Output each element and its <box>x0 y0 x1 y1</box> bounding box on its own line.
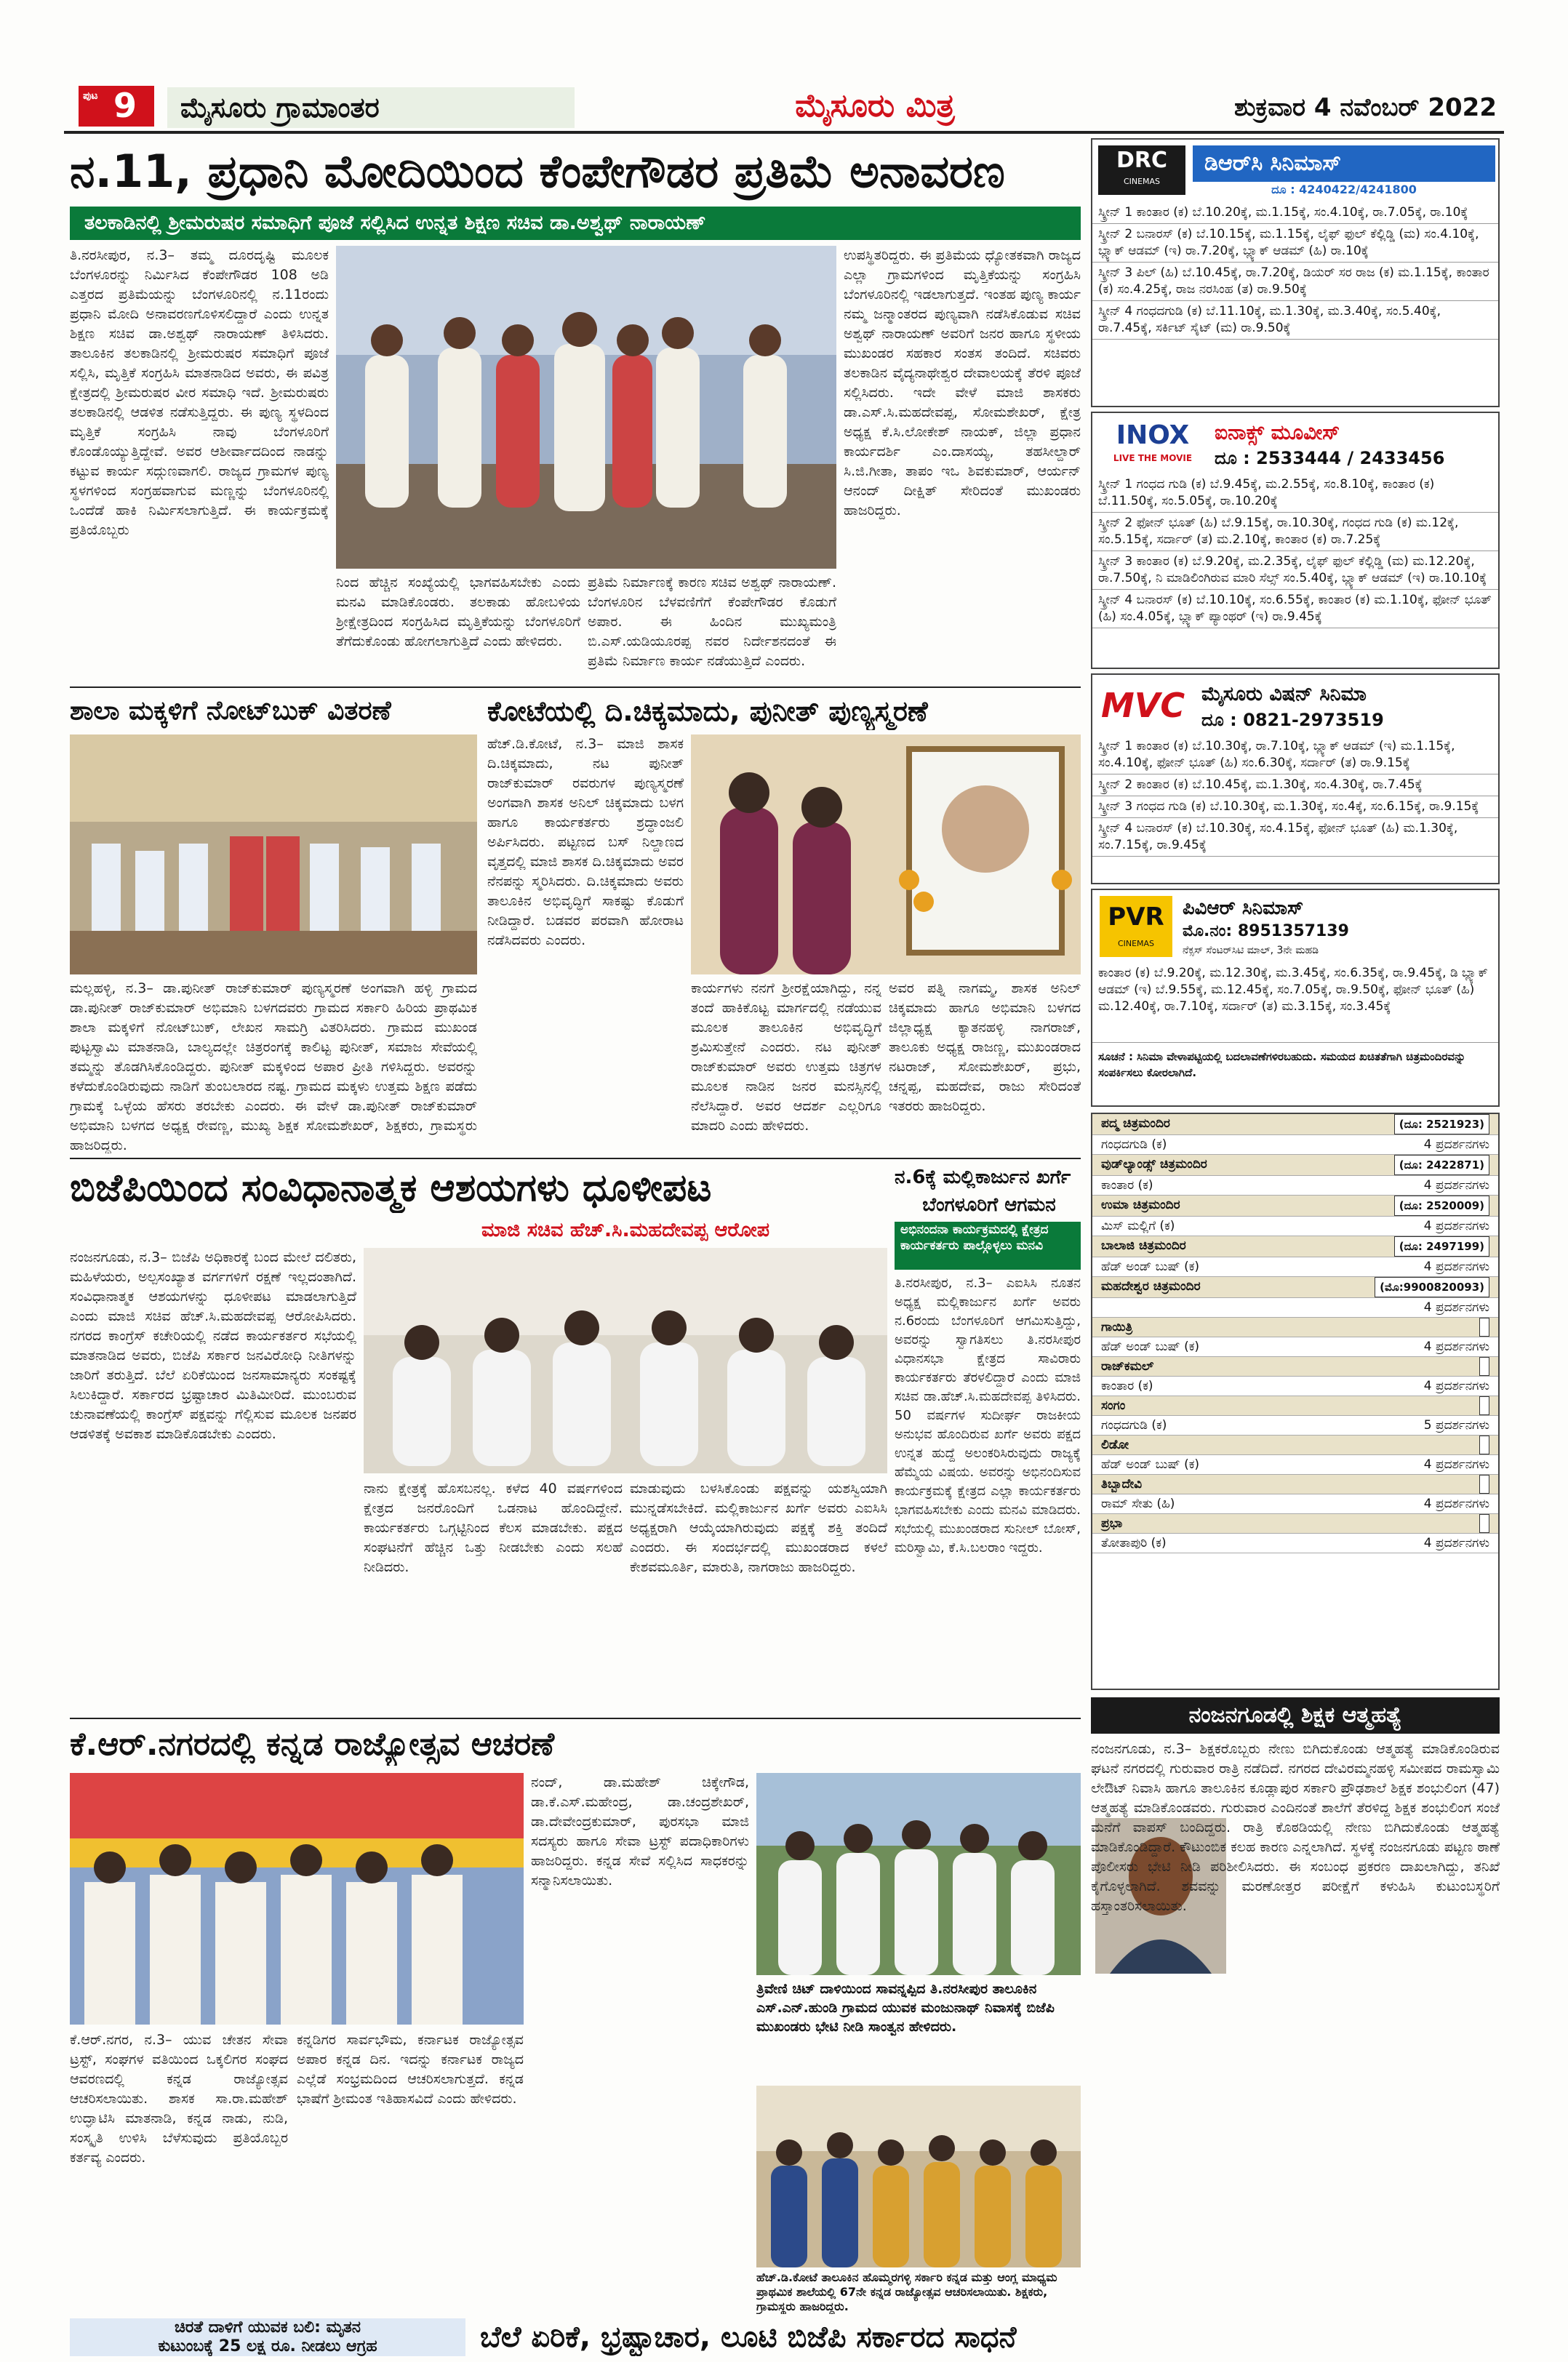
theatre-show-row: ಗಂಧದಗುಡಿ (ಕ) 4 ಪ್ರದರ್ಶನಗಳು <box>1092 1135 1498 1155</box>
theatre-show-row: ಮಿಸ್ ಮಲ್ಲಿಗೆ (ಕ) 4 ಪ್ರದರ್ಶನಗಳು <box>1092 1217 1498 1236</box>
mvc-logo: MVC <box>1101 686 1185 725</box>
inox-title: ಐನಾಕ್ಸ್ ಮೂವೀಸ್ <box>1215 420 1340 444</box>
pvr-logo <box>1100 896 1172 957</box>
inox-row: ಸ್ಕ್ರೀನ್ 3 ಕಾಂತಾರ (ಕ) ಬೆ.9.20ಕ್ಕೆ, ಮ.2.35ಕ್ಕೆ, ಲೈಫ್ ಫುಲ್ ಕೆಲ್ಲಿಡ್ಡಿ (ಮ) ಮ.12.20ಕ್ಕೆ, ರಾ.7.50ಕ್ಕೆ, ನಿ ಮಾಡಿಲಿಂಗಿರುವ ಮಾರಿ ಸೆಲ್ಸ್ ಸಂ.5.40ಕ್ಕೆ, ಬ್ಲ್ಯಾಕ್ ಆಡಮ್ (ಇ) ರಾ.10.10ಕ್ಕೆ <box>1092 551 1498 590</box>
theatre-name-row: ಬಾಲಾಜಿ ಚಿತ್ರಮಂದಿರ (ದೂ: 2497199) <box>1092 1236 1498 1257</box>
rajyotsava-col3: ನಂದ್, ಡಾ.ಮಹೇಶ್ ಚಿಕ್ಕೇಗೌಡ, ಡಾ.ಕೆ.ಎಸ್.ಮಹೇಂದ್ರ, ಡಾ.ಚಂದ್ರಶೇಖರ್, ಡಾ.ದೇವೇಂದ್ರಕುಮಾರ್, ಪುರಸಭಾ ಮಾಜಿ ಸದಸ್ಯರು ಹಾಗೂ ಸೇವಾ ಟ್ರಸ್ಟ್ ಪದಾಧಿಕಾರಿಗಳು ಹಾಜರಿದ್ದರು. ಕನ್ನಡ ಸೇವೆ ಸಲ್ಲಿಸಿದ ಸಾಧಕರನ್ನು ಸನ್ಮಾನಿಸಲಾಯಿತು. <box>531 1774 749 1889</box>
mvc-row: ಸ್ಕ್ರೀನ್ 2 ಕಾಂತಾರ (ಕ) ಬೆ.10.45ಕ್ಕೆ, ಮ.1.30ಕ್ಕೆ, ಸಂ.4.30ಕ್ಕೆ, ರಾ.7.45ಕ್ಕೆ <box>1092 774 1498 796</box>
mvc-title: ಮೈಸೂರು ವಿಷನ್ ಸಿನಿಮಾ <box>1201 683 1367 705</box>
rajyotsava-photo-2 <box>756 1773 1081 1975</box>
drc-row: ಸ್ಕ್ರೀನ್ 1 ಕಾಂತಾರ (ಕ) ಬೆ.10.20ಕ್ಕೆ, ಮ.1.15ಕ್ಕೆ, ಸಂ.4.10ಕ್ಕೆ, ರಾ.7.05ಕ್ಕೆ, ರಾ.10ಕ್ಕೆ <box>1092 202 1498 224</box>
lead-col3: ನಿಂದ ಹೆಚ್ಚಿನ ಸಂಖ್ಯೆಯಲ್ಲಿ ಭಾಗವಹಿಸಬೇಕು ಎಂದು ಮನವಿ ಮಾಡಿಕೊಂಡರು. ತಲಕಾಡು ಹೋಬಳಿಯ ಶ್ರೀಕ್ಷೇತ್ರದಿಂದ ಸಂಗ್ರಹಿಸಿದ ಮೃತ್ತಿಕೆಯನ್ನು ಬೆಂಗಳೂರಿಗೆ ತೆಗೆದುಕೊಂಡು ಹೋಗಲಾಗುತ್ತಿದೆ ಎಂದು ಹೇಳಿದರು. <box>336 575 580 649</box>
lead-subhead: ತಲಕಾಡಿನಲ್ಲಿ ಶ್ರೀಮರುಷರ ಸಮಾಧಿಗೆ ಪೂಜೆ ಸಲ್ಲಿಸಿದ ಉನ್ನತ ಶಿಕ್ಷಣ ಸಚಿವ ಡಾ.ಅಶ್ವಥ್ ನಾರಾಯಣ್ <box>70 207 1081 240</box>
drc-rows <box>1092 202 1498 340</box>
drc-logo-sub: CINEMAS <box>1123 177 1161 186</box>
theatre-name-row: ಪದ್ಮ ಚಿತ್ರಮಂದಿರ (ದೂ: 2521923) <box>1092 1114 1498 1135</box>
drc-logo <box>1098 145 1185 195</box>
inox-logo <box>1098 419 1207 468</box>
lead-col4: ಪ್ರತಿಮೆ ನಿರ್ಮಾಣಕ್ಕೆ ಕಾರಣ ಸಚಿವ ಅಶ್ವಥ್ ನಾರಾಯಣ್. ಬೆಂಗಳೂರಿನ ಬೆಳವಣಿಗೆಗೆ ಕೆಂಪೇಗೌಡರ ಕೊಡುಗೆ ಅಪಾರ. ಈ ಹಿಂದಿನ ಮುಖ್ಯಮಂತ್ರಿ ಬಿ.ಎಸ್.ಯಡಿಯೂರಪ್ಪ ನವರ ನಿರ್ದೇಶನದಂತೆ ಈ ಪ್ರತಿಮೆ ನಿರ್ಮಾಣ ಕಾರ್ಯ ನಡೆಯುತ್ತಿದೆ ಎಂದರು. <box>588 575 836 669</box>
theatre-name-row: ಲಿಡೋ <box>1092 1436 1498 1455</box>
theatre-show-row: 4 ಪ್ರದರ್ಶನಗಳು <box>1092 1298 1498 1318</box>
lead-col2: ಉಪಸ್ಥಿತರಿದ್ದರು. ಈ ಪ್ರತಿಮೆಯ ಧ್ಯೋತಕವಾಗಿ ರಾಜ್ಯದ ಎಲ್ಲಾ ಗ್ರಾಮಗಳಿಂದ ಮೃತ್ತಿಕೆಯನ್ನು ಸಂಗ್ರಹಿಸಿ ಬೆಂಗಳೂರಿನಲ್ಲಿ ಇಡಲಾಗುತ್ತದೆ. ಇಂತಹ ಪುಣ್ಯ ಕಾರ್ಯ ನಮ್ಮ ಜನ್ಮಾಂತರದ ಪುಣ್ಯವಾಗಿ ನಡೆಸಿಕೊಡುವ ಸಚಿವ ಅಶ್ವಥ್ ನಾರಾಯಣ್ ಅವರಿಗೆ ಜನರ ಹಾಗೂ ಸ್ಥಳೀಯ ಮುಖಂಡರ ಸಹಕಾರ ಸಂತಸ ತಂದಿದೆ. ಸಚಿವರು ತಲಕಾಡಿನ ವೈದ್ಯನಾಥೇಶ್ವರ ದೇವಾಲಯಕ್ಕೆ ತೆರಳಿ ಪೂಜೆ ಸಲ್ಲಿಸಿದರು. ಇದೇ ವೇಳೆ ಮಾಜಿ ಶಾಸಕರು ಡಾ.ಎಸ್.ಸಿ.ಮಹದೇವಪ್ಪ, ಸೋಮಶೇಖರ್, ಕ್ಷೇತ್ರ ಅಧ್ಯಕ್ಷ ಕೆ.ಸಿ.ಲೋಕೇಶ್ ನಾಯಕ್, ಜಿಲ್ಲಾ ಪ್ರಧಾನ ಕಾರ್ಯದರ್ಶಿ ಎಂ.ದಾಸಯ್ಯ, ತಹಸೀಲ್ದಾರ್ ಸಿ.ಜಿ.ಗೀತಾ, ತಾಪಂ ಇಒ ಶಿವಕುಮಾರ್, ಆರ್ಯನ್ ಆನಂದ್ ದೀಕ್ಷಿತ್ ಸೇರಿದಂತೆ ಮುಖಂಡರು ಹಾಜರಿದ್ದರು. <box>844 247 1081 519</box>
theatre-name-row: ಗಾಯಿತ್ರಿ <box>1092 1318 1498 1337</box>
punith-col3: ಅವರ ಪತ್ನಿ ನಾಗಮ್ಮ, ಶಾಸಕ ಅನಿಲ್ ಚಿಕ್ಕಮಾದು ಹಾಗೂ ಅಭಿಮಾನಿ ಬಳಗದ ಜಿಲ್ಲಾಧ್ಯಕ್ಷ ಕ್ಯಾತನಹಳ್ಳಿ ನಾಗರಾಜ್, ತಾಲೂಕು ಅಧ್ಯಕ್ಷ ರಾಜಣ್ಣ, ಮುಖಂಡರಾದ ನಟರಾಜ್, ಸೋಮಶೇಖರ್, ಪ್ರಭು, ಚನ್ನಪ್ಪ, ಮಹದೇವ, ರಾಜು ಸೇರಿದಂತೆ ಇತರರು ಹಾಜರಿದ್ದರು. <box>889 980 1081 1114</box>
mvc-row: ಸ್ಕ್ರೀನ್ 3 ಗಂಧದ ಗುಡಿ (ಕ) ಬೆ.10.30ಕ್ಕೆ, ಮ.1.30ಕ್ಕೆ, ಸಂ.4ಕ್ಕೆ, ಸಂ.6.15ಕ್ಕೆ, ರಾ.9.15ಕ್ಕೆ <box>1092 796 1498 818</box>
theatre-name-row: ಉಮಾ ಚಿತ್ರಮಂದಿರ (ದೂ: 2520009) <box>1092 1196 1498 1217</box>
page-label: ಪುಟ <box>83 90 98 102</box>
lead-photo <box>336 246 836 569</box>
mvc-rows <box>1092 736 1498 857</box>
theatre-show-row: ಗಂಧದಗುಡಿ (ಕ) 5 ಪ್ರದರ್ಶನಗಳು <box>1092 1416 1498 1436</box>
compensation-headline-2: ಕುಟುಂಬಕ್ಕೆ 25 ಲಕ್ಷ ರೂ. ನೀಡಲು ಆಗ್ರಹ <box>158 2337 377 2355</box>
theatre-show-row: ಹೆಡ್ ಅಂಡ್ ಬುಷ್ (ಕ) 4 ಪ್ರದರ್ಶನಗಳು <box>1092 1257 1498 1277</box>
drc-row: ಸ್ಕ್ರೀನ್ 2 ಬನಾರಸ್ (ಕ) ಬೆ.10.15ಕ್ಕೆ, ಮ.1.15ಕ್ಕೆ, ಲೈಫ್ ಫುಲ್ ಕೆಲ್ಲಿಡ್ಡಿ (ಮ) ಸಂ.4.10ಕ್ಕೆ, ಬ್ಲ್ಯಾಕ್ ಆಡಮ್ (ಇ) ರಾ.7.20ಕ್ಕೆ, ಬ್ಲ್ಯಾಕ್ ಆಡಮ್ (ಹಿ) ರಾ.10ಕ್ಕೆ <box>1092 224 1498 263</box>
drc-row: ಸ್ಕ್ರೀನ್ 4 ಗಂಧದಗುಡಿ (ಕ) ಬೆ.11.10ಕ್ಕೆ, ಮ.1.30ಕ್ಕೆ, ಮ.3.40ಕ್ಕೆ, ಸಂ.5.40ಕ್ಕೆ, ರಾ.7.45ಕ್ಕೆ, ಸರ್ಕಿಟ್ ಸೈಟ್ (ಮ) ರಾ.9.50ಕ್ಕೆ <box>1092 301 1498 340</box>
inox-rows <box>1092 474 1498 628</box>
theatre-show-row: ಕಾಂತಾರ (ಕ) 4 ಪ್ರದರ್ಶನಗಳು <box>1092 1176 1498 1196</box>
drc-logo-text: DRC <box>1116 148 1168 173</box>
compensation-headline-1: ಚಿರತೆ ದಾಳಿಗೆ ಯುವಕ ಬಲಿ: ಮೃತನ <box>174 2318 361 2337</box>
bjp-col1: ನಂಜನಗೂಡು, ನ.3– ಬಿಜೆಪಿ ಅಧಿಕಾರಕ್ಕೆ ಬಂದ ಮೇಲೆ ದಲಿತರು, ಮಹಿಳೆಯರು, ಅಲ್ಪಸಂಖ್ಯಾತ ವರ್ಗಗಳಿಗೆ ರಕ್ಷಣೆ ಇಲ್ಲದಂತಾಗಿದೆ. ಸಂವಿಧಾನಾತ್ಮಕ ಆಶಯಗಳನ್ನು ಧೂಳೀಪಟ ಮಾಡಲಾಗುತ್ತಿದೆ ಎಂದು ಮಾಜಿ ಸಚಿವ ಹೆಚ್.ಸಿ.ಮಹದೇವಪ್ಪ ಆರೋಪಿಸಿದರು. ನಗರದ ಕಾಂಗ್ರೆಸ್ ಕಚೇರಿಯಲ್ಲಿ ನಡೆದ ಕಾರ್ಯಕರ್ತರ ಸಭೆಯಲ್ಲಿ ಮಾತನಾಡಿದ ಅವರು, ಬಿಜೆಪಿ ಸರ್ಕಾರ ಜನವಿರೋಧಿ ನೀತಿಗಳನ್ನು ಜಾರಿಗೆ ತರುತ್ತಿದೆ. ಬೆಲೆ ಏರಿಕೆಯಿಂದ ಜನಸಾಮಾನ್ಯರು ಸಂಕಷ್ಟಕ್ಕೆ ಸಿಲುಕಿದ್ದಾರೆ. ಸರ್ಕಾರದ ಭ್ರಷ್ಟಾಚಾರ ಮಿತಿಮೀರಿದೆ. ಮುಂಬರುವ ಚುನಾವಣೆಯಲ್ಲಿ ಕಾಂಗ್ರೆಸ್ ಪಕ್ಷವನ್ನು ಗೆಲ್ಲಿಸುವ ಮೂಲಕ ಜನಪರ ಆಡಳಿತಕ್ಕೆ ಅವಕಾಶ ಮಾಡಿಕೊಡಬೇಕು ಎಂದರು. <box>70 1249 356 1442</box>
notebook-photo <box>70 734 477 974</box>
theatre-table <box>1091 1113 1500 1690</box>
pvr-logo-text: PVR <box>1108 902 1164 932</box>
mvc-row: ಸ್ಕ್ರೀನ್ 1 ಕಾಂತಾರ (ಕ) ಬೆ.10.30ಕ್ಕೆ, ರಾ.7.10ಕ್ಕೆ, ಬ್ಲ್ಯಾಕ್ ಆಡಮ್ (ಇ) ಮ.1.15ಕ್ಕೆ, ಸಂ.4.10ಕ್ಕೆ, ಫೋನ್ ಭೂತ್ (ಹಿ) ಸಂ.6.30ಕ್ಕೆ, ಸರ್ದಾರ್ (ತ) ರಾ.9.15ಕ್ಕೆ <box>1092 736 1498 774</box>
inox-row: ಸ್ಕ್ರೀನ್ 4 ಬನಾರಸ್ (ಕ) ಬೆ.10.10ಕ್ಕೆ, ಸಂ.6.55ಕ್ಕೆ, ಕಾಂತಾರ (ಕ) ಮ.1.10ಕ್ಕೆ, ಫೋನ್ ಭೂತ್ (ಹಿ) ಸಂ.4.05ಕ್ಕೆ, ಬ್ಲ್ಯಾಕ್ ಪ್ಯಾಂಥರ್ (ಇ) ರಾ.9.45ಕ್ಕೆ <box>1092 590 1498 628</box>
inox-phone: ದೂ : 2533444 / 2433456 <box>1215 448 1445 468</box>
theatre-name-row: ತಿಬ್ಬಾದೇವಿ <box>1092 1475 1498 1494</box>
inox-logo-sub: LIVE THE MOVIE <box>1113 453 1193 463</box>
inox-row: ಸ್ಕ್ರೀನ್ 1 ಗಂಧದ ಗುಡಿ (ಕ) ಬೆ.9.45ಕ್ಕೆ, ಮ.2.55ಕ್ಕೆ, ಸಂ.8.10ಕ್ಕೆ, ಕಾಂತಾರ (ಕ) ಬೆ.11.50ಕ್ಕೆ, ಸಂ.5.05ಕ್ಕೆ, ರಾ.10.20ಕ್ಕೆ <box>1092 474 1498 513</box>
drc-row: ಸ್ಕ್ರೀನ್ 3 ಪಿಲ್ (ಹಿ) ಬೆ.10.45ಕ್ಕೆ, ರಾ.7.20ಕ್ಕೆ, ಡಿಯರ್ ಸರ ರಾಜ (ಕ) ಮ.1.15ಕ್ಕೆ, ಕಾಂತಾರ (ಕ) ಸಂ.4.25ಕ್ಕೆ, ರಾಜ ನರಸಿಂಹ (ತ) ರಾ.9.50ಕ್ಕೆ <box>1092 263 1498 301</box>
punith-headline: ಕೋಟೆಯಲ್ಲಿ ದಿ.ಚಿಕ್ಕಮಾದು, ಪುನೀತ್ ಪುಣ್ಯಸ್ಮರಣೆ <box>487 695 928 727</box>
page-number: 9 <box>113 86 137 125</box>
inox-row: ಸ್ಕ್ರೀನ್ 2 ಫೋನ್ ಭೂತ್ (ಹಿ) ಬೆ.9.15ಕ್ಕೆ, ರಾ.10.30ಕ್ಕೆ, ಗಂಧದ ಗುಡಿ (ಕ) ಮ.12ಕ್ಕೆ, ಸಂ.5.15ಕ್ಕೆ, ಸರ್ದಾರ್ (ತ) ಮ.2.10ಕ್ಕೆ, ಕಾಂತಾರ (ಕ) ರಾ.7.25ಕ್ಕೆ <box>1092 513 1498 551</box>
bjp-col3: ಮಾಡುವುದು ಬಳಸಿಕೊಂಡು ಪಕ್ಷವನ್ನು ಯಶಸ್ವಿಯಾಗಿ ಮುನ್ನಡೆಸಬೇಕಿದೆ. ಮಲ್ಲಿಕಾರ್ಜುನ ಖರ್ಗೆ ಅವರು ಎಐಸಿಸಿ ಅಧ್ಯಕ್ಷರಾಗಿ ಆಯ್ಕೆಯಾಗಿರುವುದು ಪಕ್ಷಕ್ಕೆ ಶಕ್ತಿ ತಂದಿದೆ ಎಂದರು. ಈ ಸಂದರ್ಭದಲ್ಲಿ ಮುಖಂಡರಾದ ಕಳಲೆ ಕೇಶವಮೂರ್ತಿ, ಮಾರುತಿ, ನಾಗರಾಜು ಹಾಜರಿದ್ದರು. <box>630 1481 887 1575</box>
theatre-name-row: ವುಡ್‌ಲ್ಯಾಂಡ್ಸ್ ಚಿತ್ರಮಂದಿರ (ದೂ: 2422871) <box>1092 1155 1498 1176</box>
mvc-listing <box>1091 673 1500 884</box>
pvr-listing <box>1091 889 1500 1107</box>
drc-phone: ದೂ : 4240422/4241800 <box>1271 183 1417 196</box>
pvr-row: ಕಾಂತಾರ (ಕ) ಬೆ.9.20ಕ್ಕೆ, ಮ.12.30ಕ್ಕೆ, ಮ.3.45ಕ್ಕೆ, ಸಂ.6.35ಕ್ಕೆ, ರಾ.9.45ಕ್ಕೆ, ಡಿ ಬ್ಲ್ಯಾಕ್ ಆಡಮ್ (ಇ) ಬೆ.9.55ಕ್ಕೆ, ಮ.12.45ಕ್ಕೆ, ಸಂ.7.05ಕ್ಕೆ, ರಾ.9.50ಕ್ಕೆ, ಫೋನ್ ಭೂತ್ (ಹಿ) ಮ.12.40ಕ್ಕೆ, ರಾ.7.10ಕ್ಕೆ, ಸರ್ದಾರ್ (ತ) ಮ.3.15ಕ್ಕೆ, ಸಂ.3.45ಕ್ಕೆ <box>1092 963 1498 1043</box>
page-date: ಶುಕ್ರವಾರ 4 ನವೆಂಬರ್ 2022 <box>1234 93 1497 122</box>
punith-photo <box>691 734 1081 974</box>
bjp-photo <box>364 1248 887 1473</box>
notebook-body: ಮಲ್ಲಹಳ್ಳಿ, ನ.3– ಡಾ.ಪುನೀತ್ ರಾಜ್‌ಕುಮಾರ್ ಪುಣ್ಯಸ್ಮರಣೆ ಅಂಗವಾಗಿ ಹಳ್ಳಿ ಗ್ರಾಮದ ಡಾ.ಪುನೀತ್ ರಾಜ್‌ಕುಮಾರ್ ಅಭಿಮಾನಿ ಬಳಗದವರು ಗ್ರಾಮದ ಸರ್ಕಾರಿ ಹಿರಿಯ ಪ್ರಾಥಮಿಕ ಶಾಲಾ ಮಕ್ಕಳಿಗೆ ನೋಟ್‌ಬುಕ್, ಲೇಖನ ಸಾಮಗ್ರಿ ವಿತರಿಸಿದರು. ಗ್ರಾಮದ ಮುಖಂಡ ಪುಟ್ಟಸ್ವಾಮಿ ಮಾತನಾಡಿ, ಬಾಲ್ಯದಲ್ಲೇ ಚಿತ್ರರಂಗಕ್ಕೆ ಕಾಲಿಟ್ಟ ಪುನೀತ್, ಸಮಾಜ ಸೇವೆಯಲ್ಲಿ ತಮ್ಮನ್ನು ತೊಡಗಿಸಿಕೊಂಡಿದ್ದರು. ಪುನೀತ್ ಮಕ್ಕಳಿಂದ ಅಪಾರ ಪ್ರೀತಿ ಗಳಿಸಿದ್ದರು. ಅವರನ್ನು ಕಳೆದುಕೊಂಡಿರುವುದು ನಾಡಿಗೆ ತುಂಬಲಾರದ ನಷ್ಟ. ಗ್ರಾಮದ ಮಕ್ಕಳು ಉತ್ತಮ ಶಿಕ್ಷಣ ಪಡೆದು ಗ್ರಾಮಕ್ಕೆ ಒಳ್ಳೆಯ ಹೆಸರು ತರಬೇಕು ಎಂದರು. ಈ ವೇಳೆ ಡಾ.ಪುನೀತ್ ರಾಜ್‌ಕುಮಾರ್ ಅಭಿಮಾನಿ ಬಳಗದ ಅಧ್ಯಕ್ಷ ರೇವಣ್ಣ, ಮುಖ್ಯ ಶಿಕ್ಷಕ ಸೋಮಶೇಖರ್, ಶಿಕ್ಷಕರು, ಗ್ರಾಮಸ್ಥರು ಹಾಜರಿದ್ದರು. <box>70 980 477 1153</box>
rajyotsava-photo <box>70 1773 524 2025</box>
teacher-headline: ನಂಜನಗೂಡಲ್ಲಿ ಶಿಕ್ಷಕ ಆತ್ಮಹತ್ಯೆ <box>1091 1697 1500 1734</box>
kharge-body: ತಿ.ನರಸೀಪುರ, ನ.3– ಎಐಸಿಸಿ ನೂತನ ಅಧ್ಯಕ್ಷ ಮಲ್ಲಿಕಾರ್ಜುನ ಖರ್ಗೆ ಅವರು ನ.6ರಂದು ಬೆಂಗಳೂರಿಗೆ ಆಗಮಿಸುತ್ತಿದ್ದು, ಅವರನ್ನು ಸ್ವಾಗತಿಸಲು ತಿ.ನರಸೀಪುರ ವಿಧಾನಸಭಾ ಕ್ಷೇತ್ರದ ಸಾವಿರಾರು ಕಾರ್ಯಕರ್ತರು ತೆರಳಲಿದ್ದಾರೆ ಎಂದು ಮಾಜಿ ಸಚಿವ ಡಾ.ಹೆಚ್.ಸಿ.ಮಹದೇವಪ್ಪ ತಿಳಿಸಿದರು. 50 ವರ್ಷಗಳ ಸುದೀರ್ಘ ರಾಜಕೀಯ ಅನುಭವ ಹೊಂದಿರುವ ಖರ್ಗೆ ಅವರು ಪಕ್ಷದ ಉನ್ನತ ಹುದ್ದೆ ಅಲಂಕರಿಸಿರುವುದು ರಾಜ್ಯಕ್ಕೆ ಹೆಮ್ಮೆಯ ವಿಷಯ. ಅವರನ್ನು ಅಭಿನಂದಿಸುವ ಕಾರ್ಯಕ್ರಮಕ್ಕೆ ಕ್ಷೇತ್ರದ ಎಲ್ಲಾ ಕಾರ್ಯಕರ್ತರು ಭಾಗವಹಿಸಬೇಕು ಎಂದು ಮನವಿ ಮಾಡಿದರು. ಸಭೆಯಲ್ಲಿ ಮುಖಂಡರಾದ ಸುನೀಲ್ ಬೋಸ್, ಮರಿಸ್ವಾಮಿ, ಕೆ.ಸಿ.ಬಲರಾಂ ಇದ್ದರು. <box>895 1276 1081 1556</box>
mvc-phone: ದೂ : 0821-2973519 <box>1201 710 1384 730</box>
pvr-logo-sub: CINEMAS <box>1117 939 1155 948</box>
bjp-subhead: ಮಾಜಿ ಸಚಿವ ಹೆಚ್.ಸಿ.ಮಹದೇವಪ್ಪ ಆರೋಪ <box>481 1219 770 1241</box>
pvr-address: ನೆಕ್ಸಸ್ ಸೆಂಟರ್‌ಸಿಟಿ ಮಾಲ್, 3ನೇ ಮಹಡಿ <box>1183 945 1319 956</box>
paper-logo: ಮೈಸೂರು ಮಿತ್ರ <box>795 87 955 124</box>
page-number-box <box>79 86 154 127</box>
rajyotsava-col2: ಕನ್ನಡಿಗರ ಸಾರ್ವಭೌಮ, ಕರ್ನಾಟಕ ರಾಜ್ಯೋತ್ಸವ ಅಪಾರ ಕನ್ನಡ ದಿನ. ಇದನ್ನು ಕರ್ನಾಟಕ ರಾಜ್ಯದ ಎಲ್ಲೆಡೆ ಸಂಭ್ರಮದಿಂದ ಆಚರಿಸಲಾಗುತ್ತದೆ. ಕನ್ನಡ ಭಾಷೆಗೆ ಶ್ರೀಮಂತ ಇತಿಹಾಸವಿದೆ ಎಂದು ಹೇಳಿದರು. <box>297 2032 524 2107</box>
kharge-headline-2: ಬೆಂಗಳೂರಿಗೆ ಆಗಮನ <box>922 1194 1056 1216</box>
lead-col1: ತಿ.ನರಸೀಪುರ, ನ.3– ತಮ್ಮ ದೂರದೃಷ್ಟಿ ಮೂಲಕ ಬೆಂಗಳೂರನ್ನು ನಿರ್ಮಿಸಿದ ಕೆಂಪೇಗೌಡರ 108 ಅಡಿ ಎತ್ತರದ ಪ್ರತಿಮೆಯನ್ನು ಬೆಂಗಳೂರಿನಲ್ಲಿ ನ.11ರಂದು ಪ್ರಧಾನಿ ಮೋದಿ ಅನಾವರಣಗೊಳಿಸಲಿದ್ದಾರೆ ಎಂದು ಉನ್ನತ ಶಿಕ್ಷಣ ಸಚಿವ ಡಾ.ಅಶ್ವಥ್ ನಾರಾಯಣ್ ತಿಳಿಸಿದರು. ತಾಲೂಕಿನ ತಲಕಾಡಿನಲ್ಲಿ ಶ್ರೀಮರುಷರ ಸಮಾಧಿಗೆ ಪೂಜೆ ಸಲ್ಲಿಸಿ, ಮೃತ್ತಿಕೆ ಸಂಗ್ರಹಿಸಿ ಮಾತನಾಡಿದ ಅವರು, ಈ ಪವಿತ್ರ ಕ್ಷೇತ್ರದಲ್ಲಿ ಶ್ರೀಮರುಷರ ವೀರ ಸಮಾಧಿ ಇದೆ. ಶ್ರೀಮರುಷರು ತಲಕಾಡಿನಲ್ಲಿ ಆಡಳಿತ ನಡೆಸುತ್ತಿದ್ದರು. ಈ ಪುಣ್ಯ ಸ್ಥಳದಿಂದ ಮೃತ್ತಿಕೆ ಸಂಗ್ರಹಿಸಿ ನಾವು ಬೆಂಗಳೂರಿಗೆ ಕೊಂಡೊಯ್ಯುತ್ತಿದ್ದೇವೆ. ಅವರ ಆಶೀರ್ವಾದದಿಂದ ನಾಡನ್ನು ಕಟ್ಟುವ ಕಾರ್ಯ ಸದ್ಗುಣವಾಗಲಿ. ರಾಜ್ಯದ ಗ್ರಾಮಗಳ ಪುಣ್ಯ ಸ್ಥಳಗಳಿಂದ ಸಂಗ್ರಹವಾಗುವ ಮಣ್ಣನ್ನು ಬೆಂಗಳೂರಿನಲ್ಲಿ ಒಂದೆಡೆ ಹಾಕಿ ನಿರ್ಮಿಸಲಾಗುತ್ತಿದೆ. ಈ ಕಾರ್ಯಕ್ರಮಕ್ಕೆ ಪ್ರತಿಯೊಬ್ಬರು <box>70 247 329 538</box>
theatre-show-row: ರಾಮ್ ಸೇತು (ಹಿ) 4 ಪ್ರದರ್ಶನಗಳು <box>1092 1494 1498 1514</box>
rajyotsava-caption-2: ಹೆಚ್.ಡಿ.ಕೋಟೆ ತಾಲೂಕಿನ ಹೊಮ್ಮರಗಳ್ಳಿ ಸರ್ಕಾರಿ ಕನ್ನಡ ಮತ್ತು ಆಂಗ್ಲ ಮಾಧ್ಯಮ ಪ್ರಾಥಮಿಕ ಶಾಲೆಯಲ್ಲಿ 67ನೇ ಕನ್ನಡ ರಾಜ್ಯೋತ್ಸವ ಆಚರಿಸಲಾಯಿತು. ಶಿಕ್ಷಕರು, ಗ್ರಾಮಸ್ಥರು ಹಾಜರಿದ್ದರು. <box>756 2270 1057 2313</box>
punith-col1: ಹೆಚ್.ಡಿ.ಕೋಟೆ, ನ.3– ಮಾಜಿ ಶಾಸಕ ದಿ.ಚಿಕ್ಕಮಾದು, ನಟ ಪುನೀತ್ ರಾಜ್‌ಕುಮಾರ್ ರವರುಗಳ ಪುಣ್ಯಸ್ಮರಣೆ ಅಂಗವಾಗಿ ಶಾಸಕ ಅನಿಲ್ ಚಿಕ್ಕಮಾದು ಬಳಗ ಹಾಗೂ ಕಾರ್ಯಕರ್ತರು ಶ್ರದ್ಧಾಂಜಲಿ ಅರ್ಪಿಸಿದರು. ಪಟ್ಟಣದ ಬಸ್ ನಿಲ್ದಾಣದ ವೃತ್ತದಲ್ಲಿ ಮಾಜಿ ಶಾಸಕ ದಿ.ಚಿಕ್ಕಮಾದು ಅವರ ನೆನಪನ್ನು ಸ್ಮರಿಸಿದರು. ದಿ.ಚಿಕ್ಕಮಾದು ಅವರು ತಾಲೂಕಿನ ಅಭಿವೃದ್ಧಿಗೆ ಸಾಕಷ್ಟು ಕೊಡುಗೆ ನೀಡಿದ್ದಾರೆ. ಬಡವರ ಪರವಾಗಿ ಹೋರಾಟ ನಡೆಸಿದವರು ಎಂದರು. <box>487 736 684 948</box>
cinema-notice: ಸೂಚನೆ : ಸಿನಿಮಾ ವೇಳಾಪಟ್ಟಿಯಲ್ಲಿ ಬದಲಾವಣೆಗಳಿರಬಹುದು. ಸಮಯದ ಖಚಿತತೆಗಾಗಿ ಚಿತ್ರಮಂದಿರವನ್ನು ಸಂಪರ್ಕಿಸಲು ಕೋರಲಾಗಿದೆ. <box>1098 1050 1466 1079</box>
kharge-headline-1: ನ.6ಕ್ಕೆ ಮಲ್ಲಿಕಾರ್ಜುನ ಖರ್ಗೆ <box>895 1166 1071 1188</box>
punith-col2: ಕಾರ್ಯಗಳು ನನಗೆ ಶ್ರೀರಕ್ಷೆಯಾಗಿದ್ದು, ನನ್ನ ತಂದೆ ಹಾಕಿಕೊಟ್ಟ ಮಾರ್ಗದಲ್ಲಿ ನಡೆಯುವ ಮೂಲಕ ತಾಲೂಕಿನ ಅಭಿವೃದ್ಧಿಗೆ ಶ್ರಮಿಸುತ್ತೇನೆ ಎಂದರು. ನಟ ಪುನೀತ್ ರಾಜ್‌ಕುಮಾರ್ ಅವರು ಉತ್ತಮ ಚಿತ್ರಗಳ ಮೂಲಕ ನಾಡಿನ ಜನರ ಮನಸ್ಸಿನಲ್ಲಿ ನೆಲೆಸಿದ್ದಾರೆ. ಅವರ ಆದರ್ಶ ಎಲ್ಲರಿಗೂ ಮಾದರಿ ಎಂದು ಹೇಳಿದರು. <box>691 980 881 1134</box>
drc-title: ಡಿಆರ್‌ಸಿ ಸಿನಿಮಾಸ್ <box>1193 145 1495 182</box>
pvr-phone: ಮೊ.ನಂ: 8951357139 <box>1183 922 1349 940</box>
bjp-col2: ನಾನು ಕ್ಷೇತ್ರಕ್ಕೆ ಹೊಸಬನಲ್ಲ. ಕಳೆದ 40 ವರ್ಷಗಳಿಂದ ಕ್ಷೇತ್ರದ ಜನರೊಂದಿಗೆ ಒಡನಾಟ ಹೊಂದಿದ್ದೇನೆ. ಕಾರ್ಯಕರ್ತರು ಒಗ್ಗಟ್ಟಿನಿಂದ ಕೆಲಸ ಮಾಡಬೇಕು. ಪಕ್ಷದ ಸಂಘಟನೆಗೆ ಹೆಚ್ಚಿನ ಒತ್ತು ನೀಡಬೇಕು ಎಂದು ಸಲಹೆ ನೀಡಿದರು. <box>364 1481 623 1575</box>
kharge-subhead: ಅಭಿನಂದನಾ ಕಾರ್ಯಕ್ರಮದಲ್ಲಿ ಕ್ಷೇತ್ರದ ಕಾರ್ಯಕರ್ತರು ಪಾಲ್ಗೊಳ್ಳಲು ಮನವಿ <box>895 1222 1081 1270</box>
theatre-name-row: ರಾಜ್‌ಕಮಲ್ <box>1092 1357 1498 1377</box>
rajyotsava-headline: ಕೆ.ಆರ್.ನಗರದಲ್ಲಿ ಕನ್ನಡ ರಾಜ್ಯೋತ್ಸವ ಆಚರಣೆ <box>70 1726 555 1763</box>
theatre-name-row: ಸಂಗಂ <box>1092 1396 1498 1416</box>
price-headline: ಬೆಲೆ ಏರಿಕೆ, ಭ್ರಷ್ಟಾಚಾರ, ಲೂಟಿ ಬಿಜೆಪಿ ಸರ್ಕಾರದ ಸಾಧನೆ <box>480 2321 1017 2354</box>
theatre-show-row: ಹೆಡ್ ಅಂಡ್ ಬುಷ್ (ಕ) 4 ಪ್ರದರ್ಶನಗಳು <box>1092 1337 1498 1357</box>
inox-listing <box>1091 412 1500 669</box>
drc-listing <box>1091 138 1500 407</box>
rajyotsava-col1: ಕೆ.ಆರ್.ನಗರ, ನ.3– ಯುವ ಚೇತನ ಸೇವಾ ಟ್ರಸ್ಟ್, ಸಂಘಗಳ ವತಿಯಿಂದ ಒಕ್ಕಲಿಗರ ಸಂಘದ ಆವರಣದಲ್ಲಿ ಕನ್ನಡ ರಾಜ್ಯೋತ್ಸವ ಆಚರಿಸಲಾಯಿತು. ಶಾಸಕ ಸಾ.ರಾ.ಮಹೇಶ್ ಉದ್ಘಾಟಿಸಿ ಮಾತನಾಡಿ, ಕನ್ನಡ ನಾಡು, ನುಡಿ, ಸಂಸ್ಕೃತಿ ಉಳಿಸಿ ಬೆಳೆಸುವುದು ಪ್ರತಿಯೊಬ್ಬರ ಕರ್ತವ್ಯ ಎಂದರು. <box>70 2032 288 2166</box>
inox-logo-text: INOX <box>1116 420 1190 450</box>
rajyotsava-caption-1: ತ್ರಿವೇಣಿ ಚಿಟ್ ದಾಳಿಯಿಂದ ಸಾವನ್ನಪ್ಪಿದ ತಿ.ನರಸೀಪುರ ತಾಲೂಕಿನ ಎಸ್.ಎನ್.ಹುಂಡಿ ಗ್ರಾಮದ ಯುವಕ ಮಂಜುನಾಥ್ ನಿವಾಸಕ್ಕೆ ಬಿಜೆಪಿ ಮುಖಂಡರು ಭೇಟಿ ನೀಡಿ ಸಾಂತ್ವನ ಹೇಳಿದರು. <box>756 1981 1055 2035</box>
masthead <box>64 80 1504 129</box>
theatre-show-row: ಕಾಂತಾರ (ಕ) 4 ಪ್ರದರ್ಶನಗಳು <box>1092 1377 1498 1396</box>
teacher-body: ನಂಜನಗೂಡು, ನ.3– ಶಿಕ್ಷಕರೊಬ್ಬರು ನೇಣು ಬಿಗಿದುಕೊಂಡು ಆತ್ಮಹತ್ಯೆ ಮಾಡಿಕೊಂಡಿರುವ ಘಟನೆ ನಗರದಲ್ಲಿ ಗುರುವಾರ ರಾತ್ರಿ ನಡೆದಿದೆ. ನಗರದ ದೇವಿರಮ್ಮನಹಳ್ಳಿ ಸಮೀಪದ ರಾಮಸ್ವಾಮಿ ಲೇಔಟ್ ನಿವಾಸಿ ಹಾಗೂ ತಾಲೂಕಿನ ಕೂಡ್ಲಾಪುರ ಸರ್ಕಾರಿ ಪ್ರೌಢಶಾಲೆ ಶಿಕ್ಷಕ ಶಂಭುಲಿಂಗ (47) ಆತ್ಮಹತ್ಯೆ ಮಾಡಿಕೊಂಡವರು. ಗುರುವಾರ ಎಂದಿನಂತೆ ಶಾಲೆಗೆ ತೆರಳಿದ್ದ ಶಿಕ್ಷಕ ಶಂಭುಲಿಂಗ ಸಂಜೆ ಮನೆಗೆ ವಾಪಸ್ ಬಂದಿದ್ದರು. ರಾತ್ರಿ ಕೊಠಡಿಯಲ್ಲಿ ನೇಣು ಬಿಗಿದುಕೊಂಡು ಆತ್ಮಹತ್ಯೆ ಮಾಡಿಕೊಂಡಿದ್ದಾರೆ. ಕೌಟುಂಬಿಕ ಕಲಹ ಕಾರಣ ಎನ್ನಲಾಗಿದೆ. ಸ್ಥಳಕ್ಕೆ ನಂಜನಗೂಡು ಪಟ್ಟಣ ಠಾಣೆ ಪೊಲೀಸರು ಭೇಟಿ ನೀಡಿ ಪರಿಶೀಲಿಸಿದರು. ಈ ಸಂಬಂಧ ಪ್ರಕರಣ ದಾಖಲಾಗಿದ್ದು, ತನಿಖೆ ಕೈಗೊಳ್ಳಲಾಗಿದೆ. ಶವವನ್ನು ಮರಣೋತ್ತರ ಪರೀಕ್ಷೆಗೆ ಕಳುಹಿಸಿ ಕುಟುಂಬಸ್ಥರಿಗೆ ಹಸ್ತಾಂತರಿಸಲಾಯಿತು. <box>1091 1741 1500 1914</box>
notebook-headline: ಶಾಲಾ ಮಕ್ಕಳಿಗೆ ನೋಟ್‌ಬುಕ್ ವಿತರಣೆ <box>70 696 391 726</box>
theatre-name-row: ಮಹದೇಶ್ವರ ಚಿತ್ರಮಂದಿರ (ಮೊ:9900820093) <box>1092 1277 1498 1298</box>
mvc-row: ಸ್ಕ್ರೀನ್ 4 ಬನಾರಸ್ (ಕ) ಬೆ.10.30ಕ್ಕೆ, ಸಂ.4.15ಕ್ಕೆ, ಫೋನ್ ಭೂತ್ (ಹಿ) ಮ.1.30ಕ್ಕೆ, ಸಂ.7.15ಕ್ಕೆ, ರಾ.9.45ಕ್ಕೆ <box>1092 818 1498 857</box>
theatre-show-row: ಹೆಡ್ ಅಂಡ್ ಬುಷ್ (ಕ) 4 ಪ್ರದರ್ಶನಗಳು <box>1092 1455 1498 1475</box>
bjp-headline: ಬಿಜೆಪಿಯಿಂದ ಸಂವಿಧಾನಾತ್ಮಕ ಆಶಯಗಳು ಧೂಳೀಪಟ <box>70 1166 712 1210</box>
pvr-title: ಪಿವಿಆರ್ ಸಿನಿಮಾಸ್ <box>1183 897 1304 919</box>
theatre-show-row: ತೋತಾಪುರಿ (ಕ) 4 ಪ್ರದರ್ಶನಗಳು <box>1092 1534 1498 1553</box>
section-title: ಮೈಸೂರು ಗ್ರಾಮಾಂತರ <box>167 87 575 128</box>
rajyotsava-photo-3 <box>756 2086 1081 2267</box>
lead-headline: ನ.11, ಪ್ರಧಾನಿ ಮೋದಿಯಿಂದ ಕೆಂಪೇಗೌಡರ ಪ್ರತಿಮೆ ಅನಾವರಣ <box>70 145 1005 198</box>
theatre-name-row: ಪ್ರಭಾ <box>1092 1514 1498 1534</box>
